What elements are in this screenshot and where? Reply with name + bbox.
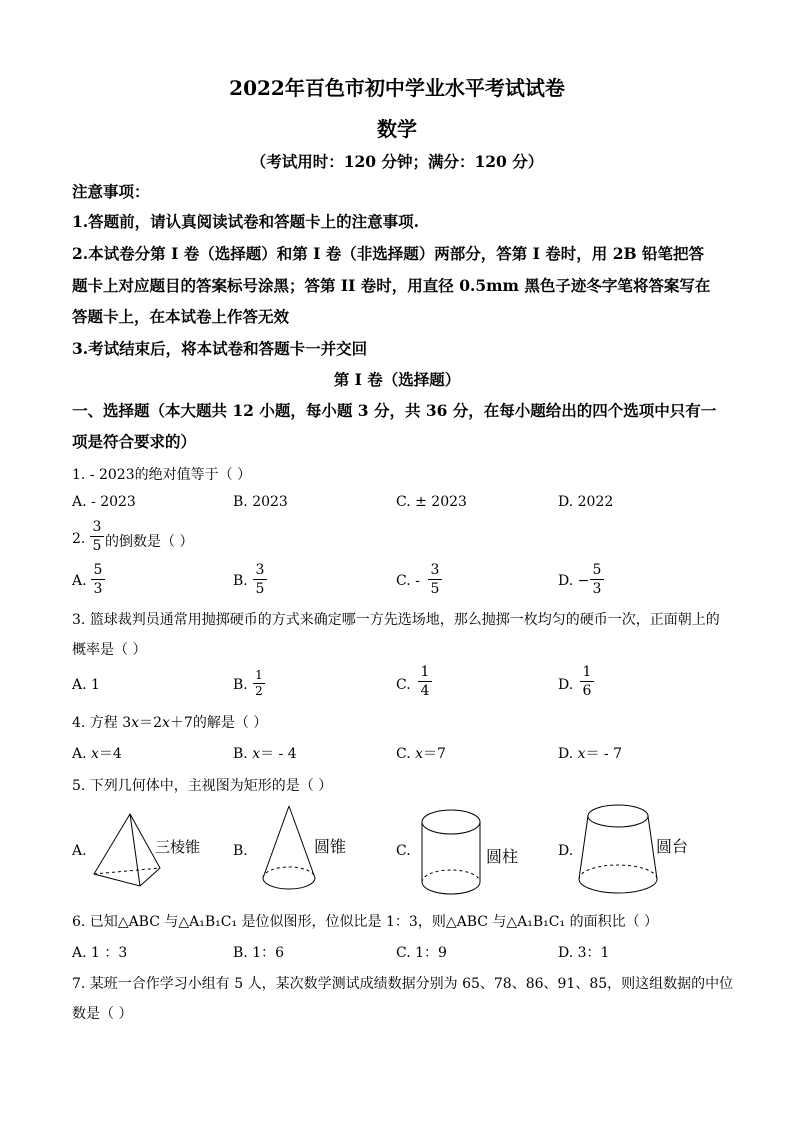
- section-heading-line-2: 项是符合要求的）: [72, 432, 197, 451]
- q3-option-d-num: 1: [582, 664, 592, 680]
- q1-option-a: A. - 2023: [72, 494, 136, 510]
- q5-option-b-name: 圆锥: [314, 837, 347, 856]
- part-title: 第 I 卷（选择题）: [333, 370, 461, 389]
- q1-stem: 1. - 2023的绝对值等于（ ）: [72, 467, 252, 483]
- q4-option-b-value: ＝ - 4: [260, 746, 297, 762]
- notice-heading: 注意事项：: [72, 182, 150, 201]
- q4-var-x: x: [131, 715, 140, 731]
- q4-option-a-var: x: [91, 746, 99, 762]
- q3-stem-line-2: 概率是（ ）: [72, 642, 147, 658]
- q2-option-b-num: 3: [255, 562, 265, 578]
- q5-option-d-name: 圆台: [656, 837, 689, 856]
- notice-item-3: 3.考试结束后，将本试卷和答题卡一并交回: [72, 339, 368, 358]
- q2-option-c-den: 5: [430, 581, 440, 597]
- q2-option-d-label: D. −: [558, 573, 590, 589]
- notice-item-2-line-2: 题卡上对应题目的答案标号涂黑；答第 II 卷时，用直径 0.5mm 黑色子迹冬字笔将答案写在: [72, 276, 711, 295]
- q3-stem-line-1: 3. 篮球裁判员通常用抛掷硬币的方式来确定哪一方先选场地，那么抛掷一枚均匀的硬币一次，正面朝上的: [72, 612, 720, 628]
- exam-info: （考试用时：120 分钟；满分：120 分）: [250, 152, 544, 171]
- q3-option-b-num: 1: [255, 668, 263, 682]
- q6-stem: 6. 已知△ABC 与△A₁B₁C₁ 是位似图形，位似比是 1：3，则△ABC 与△A₁B₁C₁ 的面积比（ ）: [72, 914, 659, 930]
- q2-option-d-fraction: [590, 562, 604, 597]
- cylinder-figure: [420, 806, 486, 900]
- q2-option-c-label: C. -: [396, 573, 420, 589]
- q7-stem-line-1: 7. 某班一合作学习小组有 5 人，某次数学测试成绩数据分别为 65、78、86、91、85，则这组数据的中位: [72, 976, 734, 992]
- q4-stem-mid: ＝2: [139, 715, 162, 731]
- q4-option-c: [396, 743, 446, 763]
- q2-option-d-num: 5: [592, 562, 602, 578]
- q6-option-b: B. 1：6: [233, 945, 285, 961]
- q6-option-c: C. 1：9: [396, 945, 447, 961]
- q2-option-a-fraction: [91, 562, 105, 597]
- q2-option-d-den: 3: [592, 581, 602, 597]
- q2-option-a-num: 5: [93, 562, 103, 578]
- q3-option-c-label: C.: [396, 677, 411, 693]
- q3-option-b-label: B.: [233, 677, 248, 693]
- q3-option-b-den: 2: [255, 684, 263, 698]
- q4-option-d-label: D.: [558, 746, 578, 762]
- q1-option-b: B. 2023: [233, 494, 288, 510]
- q3-option-c-fraction: [418, 664, 432, 699]
- q1-option-d: D. 2022: [558, 494, 614, 510]
- q4-var-x: x: [162, 715, 170, 731]
- q5-option-a-label: A.: [72, 843, 87, 859]
- q6-option-a: A. 1 ：3: [72, 945, 128, 961]
- q4-option-d-value: ＝ - 7: [585, 746, 623, 762]
- q4-stem: [72, 712, 267, 732]
- notice-item-1: 1.答题前，请认真阅读试卷和答题卡上的注意事项.: [72, 212, 420, 231]
- q2-fraction: [90, 519, 104, 554]
- q3-option-b-fraction: [253, 669, 265, 698]
- cone-figure: [260, 804, 320, 896]
- q3-option-a: A. 1: [72, 677, 100, 693]
- q7-stem-line-2: 数是（ ）: [72, 1006, 133, 1022]
- q2-option-b-den: 5: [255, 581, 265, 597]
- q4-option-c-value: ＝7: [423, 746, 446, 762]
- q3-option-d-label: D.: [558, 677, 574, 693]
- q1-option-c: C. ± 2023: [396, 494, 467, 510]
- q2-option-a-den: 3: [93, 581, 103, 597]
- q4-option-b-label: B.: [233, 746, 253, 762]
- q5-option-c-label: C.: [396, 843, 411, 859]
- frustum-figure: [576, 802, 660, 900]
- q3-option-c-num: 1: [420, 664, 430, 680]
- q4-stem-post: ＋7的解是（ ）: [169, 715, 268, 731]
- q5-option-d-label: D.: [558, 843, 574, 859]
- q2-option-c-num: 3: [430, 562, 440, 578]
- notice-item-2-line-1: 2.本试卷分第 I 卷（选择题）和第 I 卷（非选择题）两部分，答第 I 卷时，用 2B 铅笔把答: [72, 244, 704, 263]
- q2-option-c-fraction: [428, 562, 442, 597]
- q2-option-b-fraction: [253, 562, 267, 597]
- q2-stem-rest: 的倒数是（ ）: [105, 534, 194, 550]
- q4-option-d: [558, 743, 622, 763]
- q4-option-c-label: C.: [396, 746, 416, 762]
- exam-title: 2022年百色市初中学业水平考试试卷: [229, 76, 565, 100]
- q3-option-d-den: 6: [582, 683, 592, 699]
- q2-fraction-denominator: 5: [92, 538, 102, 554]
- q4-stem-pre: 4. 方程 3: [72, 715, 132, 731]
- q4-option-a-label: A.: [72, 746, 92, 762]
- subject-title: 数学: [377, 117, 417, 141]
- q3-option-c-den: 4: [420, 683, 430, 699]
- q5-option-c-name: 圆柱: [486, 847, 519, 866]
- notice-item-2-line-3: 答题卡上，在本试卷上作答无效: [72, 307, 290, 326]
- q5-option-b-label: B.: [233, 843, 248, 859]
- q4-option-b-var: x: [252, 746, 261, 762]
- q4-option-d-var: x: [577, 746, 586, 762]
- q5-option-a-name: 三棱锥: [155, 838, 201, 856]
- q2-fraction-numerator: 3: [92, 519, 102, 535]
- q4-option-c-var: x: [415, 746, 424, 762]
- q2-number: 2.: [72, 531, 86, 547]
- q3-option-d-fraction: [580, 664, 594, 699]
- q4-option-a-value: ＝4: [98, 746, 122, 762]
- section-heading-line-1: 一、选择题（本大题共 12 小题，每小题 3 分，共 36 分，在每小题给出的四个选项中只有一: [72, 401, 717, 420]
- q2-option-a-label: A.: [72, 573, 87, 589]
- q2-option-b-label: B.: [233, 573, 248, 589]
- q6-option-d: D. 3：1: [558, 945, 610, 961]
- q5-stem: 5. 下列几何体中，主视图为矩形的是（ ）: [72, 778, 333, 794]
- q4-option-b: [233, 743, 297, 763]
- q4-option-a: [72, 743, 122, 763]
